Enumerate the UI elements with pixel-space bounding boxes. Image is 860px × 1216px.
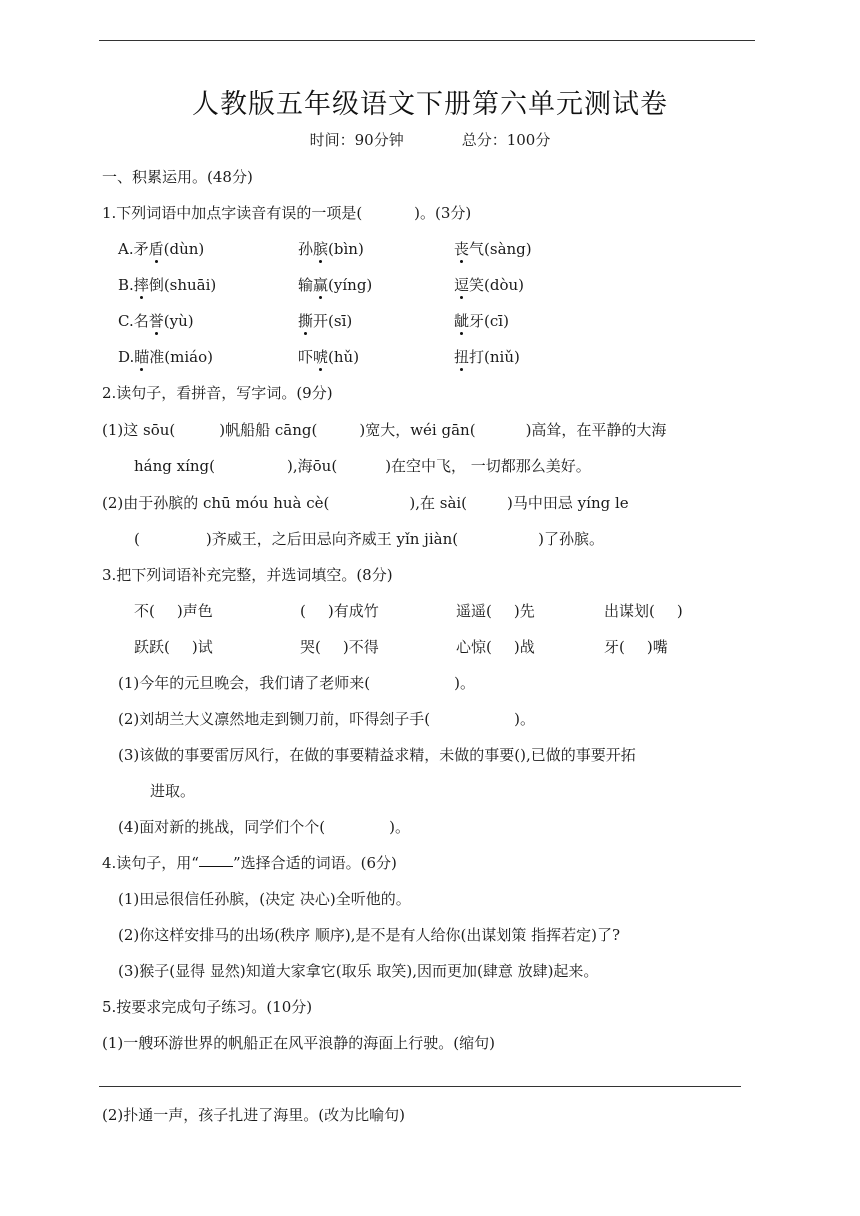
answer-line[interactable] [99,1086,741,1087]
question-1-stem: 1.下列词语中加点字读音有误的一项是( )。(3分) [102,204,472,222]
question-3-stem: 3.把下列词语补充完整，并选词填空。(8分) [102,566,393,584]
question-2-sentence-2a: (2)由于孙膑的 chū móu huà cè( ),在 sài( )马中田忌 yíng le [102,494,629,512]
dotted-character: 盾 [148,240,164,258]
question-2-sentence-1b: háng xíng( ),海ōu( )在空中飞， 一切都那么美好。 [134,457,591,475]
section-heading: 一、积累运用。(48分) [102,168,253,186]
question-3-sentence-4: (4)面对新的挑战，同学们个个( )。 [118,818,410,836]
underline-symbol [199,852,233,867]
word-with-pinyin: 龇牙(cī) [454,312,509,330]
question-1-option-1 [118,238,204,260]
option-letter: B. [118,276,134,294]
dotted-character: 丧 [454,240,470,258]
word-with-pinyin: 撕开(sī) [298,312,353,330]
dotted-character: 瞄 [134,348,150,366]
question-5-sentence-1: (1)一艘环游世界的帆船正在风平浪静的海面上行驶。(缩句) [102,1034,495,1052]
question-4-stem: 4.读句子，用“ ”选择合适的词语。(6分) [102,854,397,872]
dotted-character: 膑 [313,240,329,258]
word-with-pinyin: 名誉(yù) [133,312,194,330]
dotted-character: 龇 [454,312,470,330]
question-3-sentence-1: (1)今年的元旦晚会，我们请了老师来( )。 [118,674,475,692]
word-with-pinyin: 瞄准(miáo) [134,348,213,366]
option-letter: D. [118,348,135,366]
question-3-sentence-3: (3)该做的事要雷厉风行，在做的事要精益求精，未做的事要(),已做的事要开拓 [118,746,636,764]
dotted-character: 逗 [454,276,470,294]
idiom-blank-row1-3: 遥遥( )先 [456,602,535,620]
exam-total-score: 总分：100分 [461,131,551,149]
word-with-pinyin: 吓唬(hǔ) [298,348,360,366]
question-1-option-3-word-3 [454,310,509,332]
dotted-character: 摔 [133,276,149,294]
question-1-option-2-word-3 [454,274,524,296]
question-4-sentence-2: (2)你这样安排马的出场(秩序 顺序),是不是有人给你(出谋划策 指挥若定)了? [118,926,621,944]
header-rule [99,40,755,41]
question-1-option-1-word-3 [454,238,532,260]
word-with-pinyin: 逗笑(dòu) [454,276,525,294]
question-1-option-3 [118,310,194,332]
exam-time: 时间：90分钟 [309,131,404,149]
question-5-sentence-2: (2)扑通一声，孩子扎进了海里。(改为比喻句) [102,1106,405,1124]
page-title: 人教版五年级语文下册第六单元测试卷 [192,89,668,120]
dotted-character: 唬 [313,348,329,366]
idiom-blank-row2-2: 哭( )不得 [300,638,379,656]
question-2-stem: 2.读句子，看拼音，写字词。(9分) [102,384,333,402]
word-with-pinyin: 丧气(sàng) [454,240,532,258]
option-letter: C. [118,312,134,330]
question-1-option-3-word-2 [298,310,352,332]
word-with-pinyin: 矛盾(dùn) [133,240,205,258]
question-2-sentence-1a: (1)这 sōu( )帆船船 cāng( )宽大，wéi gān( )高耸，在平静的大海 [102,421,667,439]
idiom-blank-row2-4: 牙( )嘴 [604,638,668,656]
word-with-pinyin: 孙膑(bìn) [298,240,364,258]
question-2-sentence-2b: ( )齐威王，之后田忌向齐威王 yǐn jiàn( )了孙膑。 [134,530,604,548]
question-1-option-1-word-2 [298,238,364,260]
word-with-pinyin: 扭打(niǔ) [454,348,520,366]
dotted-character: 誉 [148,312,164,330]
exam-meta [0,129,860,150]
question-3-sentence-3-cont: 进取。 [150,782,196,800]
question-1-option-2 [118,274,216,296]
question-1-option-4 [118,346,213,368]
question-4-sentence-1: (1)田忌很信任孙膑，(决定 决心)全听他的。 [118,890,411,908]
dotted-character: 撕 [298,312,314,330]
dotted-character: 赢 [313,276,329,294]
question-4-sentence-3: (3)猴子(显得 显然)知道大家拿它(取乐 取笑),因而更加(肆意 放肆)起来。 [118,962,599,980]
question-5-stem: 5.按要求完成句子练习。(10分) [102,998,313,1016]
idiom-blank-row1-1: 不( )声色 [134,602,213,620]
idiom-blank-row2-1: 跃跃( )试 [134,638,213,656]
idiom-blank-row1-2: ( )有成竹 [300,602,379,620]
idiom-blank-row2-3: 心惊( )战 [456,638,535,656]
question-3-sentence-2: (2)刘胡兰大义凛然地走到铡刀前，吓得刽子手( )。 [118,710,535,728]
word-with-pinyin: 摔倒(shuāi) [133,276,217,294]
idiom-blank-row1-4: 出谋划( ) [604,602,683,620]
dotted-character: 扭 [454,348,470,366]
option-letter: A. [118,240,134,258]
question-1-option-4-word-2 [298,346,359,368]
question-1-option-2-word-2 [298,274,372,296]
question-1-option-4-word-3 [454,346,520,368]
word-with-pinyin: 输赢(yíng) [298,276,373,294]
